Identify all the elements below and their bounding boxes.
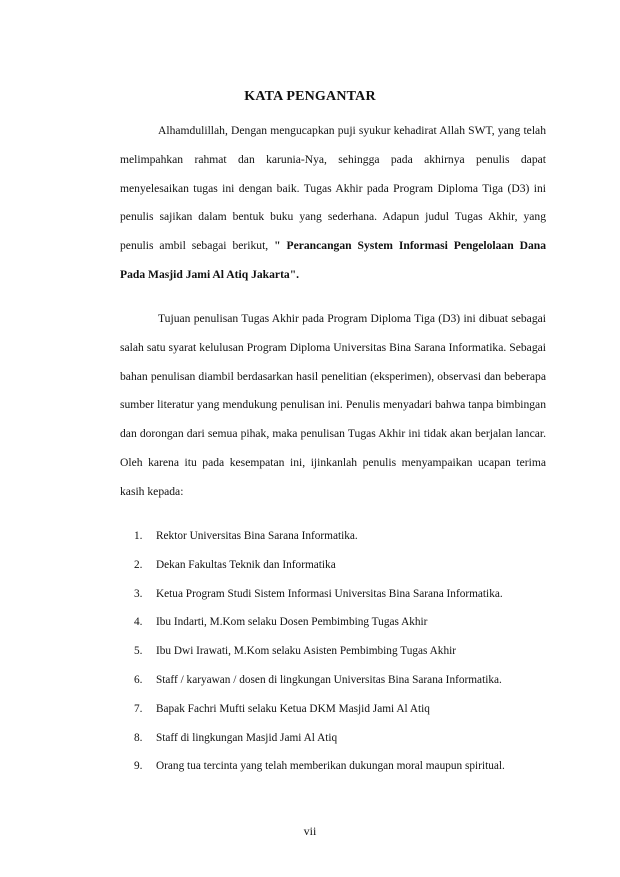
list-number: 7. bbox=[134, 702, 143, 715]
paragraph-purpose bbox=[120, 305, 546, 507]
list-item bbox=[120, 608, 560, 637]
list-item-text: Orang tua tercinta yang telah memberikan dukungan moral maupun spiritual. bbox=[156, 760, 505, 773]
list-number: 4. bbox=[134, 616, 143, 629]
page-number: vii bbox=[303, 824, 317, 838]
list-item-text: Staff / karyawan / dosen di lingkungan Universitas Bina Sarana Informatika. bbox=[156, 673, 502, 686]
thesis-title: " Perancangan System Informasi Pengelolaan Dana Pada Masjid Jami Al Atiq Jakarta". bbox=[120, 239, 546, 281]
list-number: 1. bbox=[134, 530, 143, 542]
acknowledgement-list bbox=[120, 522, 560, 781]
list-item-text: Staff di lingkungan Masjid Jami Al Atiq bbox=[156, 731, 338, 744]
paragraph-intro-text: Alhamdulillah, Dengan mengucapkan puji syukur kehadirat Allah SWT, yang telah melimpahkan rahmat dan karunia-Nya, sehingga pada akhirnya penulis dapat menyelesaikan tugas ini dengan baik. Tugas Akhir pada Program Diploma Tiga (D3) ini penulis sajikan dalam bentuk buku yang sederhana. Adapun judul Tugas Akhir, yang penulis ambil sebagai berikut, bbox=[120, 124, 546, 253]
list-number: 3. bbox=[134, 587, 143, 600]
list-number: 9. bbox=[134, 760, 143, 773]
list-number: 2. bbox=[134, 558, 143, 571]
page-title: KATA PENGANTAR bbox=[244, 89, 376, 104]
list-item-text: Ketua Program Studi Sistem Informasi Universitas Bina Sarana Informatika. bbox=[156, 587, 503, 600]
list-item-text: Bapak Fachri Mufti selaku Ketua DKM Masjid Jami Al Atiq bbox=[156, 702, 430, 715]
list-item-text: Ibu Indarti, M.Kom selaku Dosen Pembimbing Tugas Akhir bbox=[156, 616, 428, 629]
list-item bbox=[120, 580, 560, 609]
list-number: 6. bbox=[134, 673, 143, 686]
list-number: 5. bbox=[134, 645, 143, 658]
list-item bbox=[120, 724, 560, 753]
list-item bbox=[120, 522, 560, 551]
list-item bbox=[120, 752, 560, 781]
paragraph-purpose-text: Tujuan penulisan Tugas Akhir pada Program Diploma Tiga (D3) ini dibuat sebagai salah satu syarat kelulusan Program Diploma Universitas Bina Sarana Informatika. Sebagai bahan penulisan diambil berdasarkan hasil penelitian (eksperimen), observasi dan beberapa sumber literatur yang mendukung penulisan ini. Penulis menyadari bahwa tanpa bimbingan dan dorongan dari semua pihak, maka penulisan Tugas Akhir ini tidak akan berjalan lancar. Oleh karena itu pada kesempatan ini, ijinkanlah penulis menyampaikan ucapan terima kasih kepada: bbox=[120, 312, 546, 498]
list-number: 8. bbox=[134, 731, 143, 744]
list-item-text: Rektor Universitas Bina Sarana Informatika. bbox=[156, 530, 358, 542]
list-item-text: Ibu Dwi Irawati, M.Kom selaku Asisten Pembimbing Tugas Akhir bbox=[156, 645, 456, 658]
list-item bbox=[120, 666, 560, 695]
list-item bbox=[120, 551, 560, 580]
paragraph-intro bbox=[120, 117, 546, 290]
list-item-text: Dekan Fakultas Teknik dan Informatika bbox=[156, 558, 336, 571]
list-item bbox=[120, 637, 560, 666]
list-item bbox=[120, 695, 560, 724]
